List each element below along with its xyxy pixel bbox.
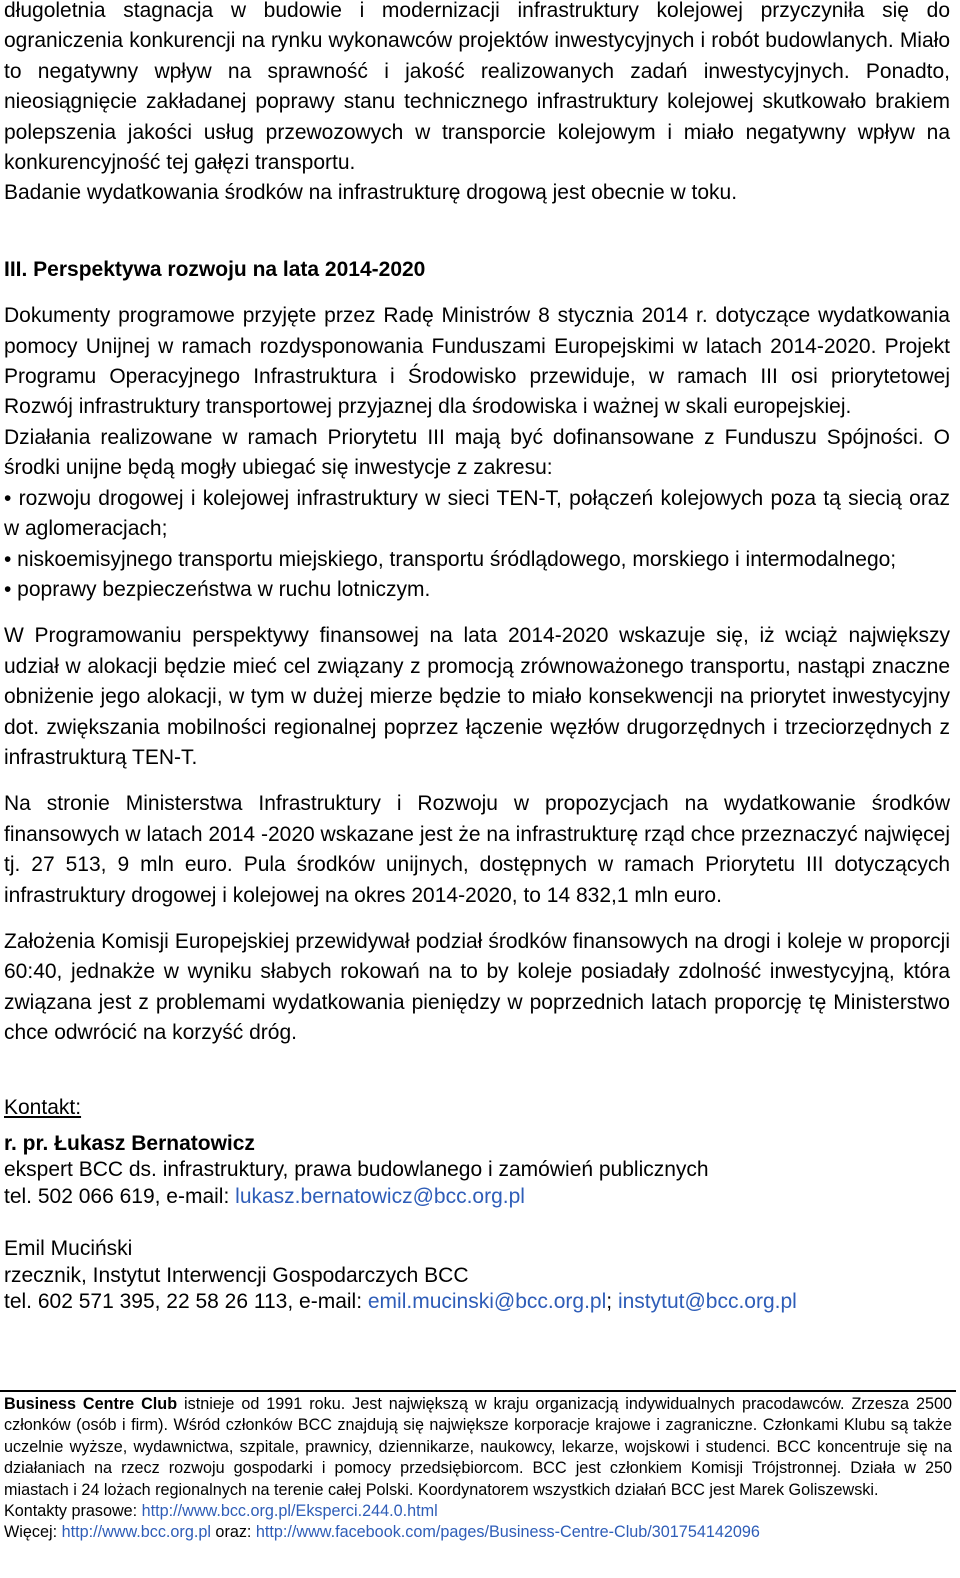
document-body: [4, 0, 950, 1315]
bullet-item: • poprawy bezpieczeństwa w ruchu lotniczym.: [4, 577, 431, 601]
footer-more-label: Więcej:: [4, 1523, 62, 1542]
contact-name: Emil Muciński: [4, 1237, 133, 1261]
contact-name: r. pr. Łukasz Bernatowicz: [4, 1132, 255, 1155]
footer-about-bcc: [0, 1390, 956, 1544]
email-separator: ;: [606, 1290, 618, 1314]
paragraph-programme-documents: Dokumenty programowe przyjęte przez Radę Ministrów 8 stycznia 2014 r. dotyczące wydatkowania pomocy Unijnej w ramach rozdysponowania Funduszami Europejskimi w latach 2014-2020. Projekt Programu Operacyjnego Infrastruktura i Środowisko przewiduje, w ramach III osi priorytetowej Rozwój infrastruktury transportowej przyjaznej dla środowiska i ważnej w skali europejskiej.: [4, 304, 950, 419]
footer-description: [4, 1394, 952, 1501]
paragraph-financial-perspective: W Programowaniu perspektywy finansowej na lata 2014-2020 wskazuje się, iż wciąż największy udział w alokacji będzie mieć cel związany z promocją zrównoważonego transportu, nastąpi znaczne obniżenie jego alokacji, w tym w dużej mierze będzie to miało konsekwencji na priorytet inwestycyjny dot. zwiększania mobilności regionalnej poprzez łączenie węzłów drugorzędnych i trzeciorzędnych z infrastrukturą TEN-T.: [4, 624, 950, 769]
contact-role: ekspert BCC ds. infrastruktury, prawa budowlanego i zamówień publicznych: [4, 1158, 709, 1182]
press-link[interactable]: http://www.bcc.org.pl/Eksperci.244.0.html: [141, 1502, 438, 1521]
bullet-item: • niskoemisyjnego transportu miejskiego, transportu śródlądowego, morskiego i intermodalnego;: [4, 547, 897, 571]
contact-role: rzecznik, Instytut Interwencji Gospodarczych BCC: [4, 1263, 469, 1287]
contact-heading: Kontakt:: [4, 1095, 82, 1119]
institute-email-link[interactable]: instytut@bcc.org.pl: [617, 1290, 797, 1314]
footer-org-name: Business Centre Club: [4, 1395, 178, 1413]
bcc-website-link[interactable]: http://www.bcc.org.pl: [61, 1523, 211, 1542]
contact-phone-line: [4, 1289, 950, 1315]
section-heading: III. Perspektywa rozwoju na lata 2014-2020: [4, 257, 426, 281]
investment-bullet-list: [4, 484, 950, 606]
email-link[interactable]: emil.mucinski@bcc.org.pl: [367, 1290, 607, 1314]
paragraph-commission-assumptions: Założenia Komisji Europejskiej przewidywał podział środków finansowych na drogi i koleje w proporcji 60:40, jednakże w wyniku słabych rokowań na to by koleje posiadały zdolność inwestycyjną, która związana jest z problemami wydatkowania pieniędzy w poprzednich latach proporcję tę Ministerstwo chce odwrócić na korzyść dróg.: [4, 929, 950, 1045]
contact-phone-line: [4, 1184, 950, 1210]
paragraph-rail-stagnation: długoletnia stagnacja w budowie i modernizacji infrastruktury kolejowej przyczyniła się do ograniczenia konkurencji na rynku wykonawców projektów inwestycyjnych i robót budowlanych. Miało to negatywny wpływ na sprawność i jakość realizowanych zadań inwestycyjnych. Ponadto, nieosiągnięcie zakładanej poprawy stanu technicznego infrastruktury kolejowej skutkowało brakiem polepszenia jakości usług przewozowych w transporcie kolejowym i miało negatywny wpływ na konkurencyjność tej gałęzi transportu.: [4, 0, 950, 175]
footer-press-contacts: [4, 1501, 952, 1522]
paragraph-ministry-proposals: Na stronie Ministerstwa Infrastruktury i Rozwoju w propozycjach na wydatkowanie środków finansowych w latach 2014 -2020 wskazane jest że na infrastrukturę rząd chce przeznaczyć najwięcej tj. 27 513, 9 mln euro. Pula środków unijnych, dostępnych w ramach Priorytetu III dotyczących infrastruktury drogowej i kolejowej na okres 2014-2020, to 14 832,1 mln euro.: [4, 792, 950, 907]
paragraph-road-audit: Badanie wydatkowania środków na infrastrukturę drogową jest obecnie w toku.: [4, 181, 738, 205]
email-link[interactable]: lukasz.bernatowicz@bcc.org.pl: [235, 1184, 525, 1208]
footer-more: [4, 1522, 952, 1543]
footer-text: istnieje od 1991 roku. Jest największą w kraju organizacją indywidualnych pracodawców. Zrzesza 2500 członków (osób i firm). Wśród członków BCC znajdują się największe korporacje krajowe i zagraniczne. Członkami Klubu są także uczelnie wyższe, wydawnictwa, szpitale, prawnicy, dziennikarze, naukowcy, lekarze, wojskowi i studenci. BCC koncentruje się na działaniach na rzecz rozwoju gospodarki i pomocy przedsiębiorcom. BCC jest członkiem Komisji Trójstronnej. Działa w 250 miastach i 24 lożach regionalnych na terenie całej Polski. Koordynatorem wszystkich działań BCC jest Marek Goliszewski.: [4, 1395, 952, 1499]
footer-more-separator: oraz:: [210, 1523, 256, 1542]
bullet-item: • rozwoju drogowej i kolejowej infrastruktury w sieci TEN-T, połączeń kolejowych poza tą siecią oraz w aglomeracjach;: [4, 486, 950, 541]
paragraph-priority-iii: Działania realizowane w ramach Priorytetu III mają być dofinansowane z Funduszu Spójności. O środki unijne będą mogły ubiegać się inwestycje z zakresu:: [4, 425, 950, 480]
contact-person-2: [4, 1236, 950, 1315]
footer-press-label: Kontakty prasowe:: [4, 1502, 142, 1521]
contact-phone: tel. 502 066 619, e-mail:: [4, 1184, 236, 1208]
contact-phone: tel. 602 571 395, 22 58 26 113, e-mail:: [4, 1290, 368, 1314]
contact-person-1: [4, 1131, 950, 1210]
facebook-link[interactable]: http://www.facebook.com/pages/Business-Centre-Club/301754142096: [255, 1523, 760, 1542]
